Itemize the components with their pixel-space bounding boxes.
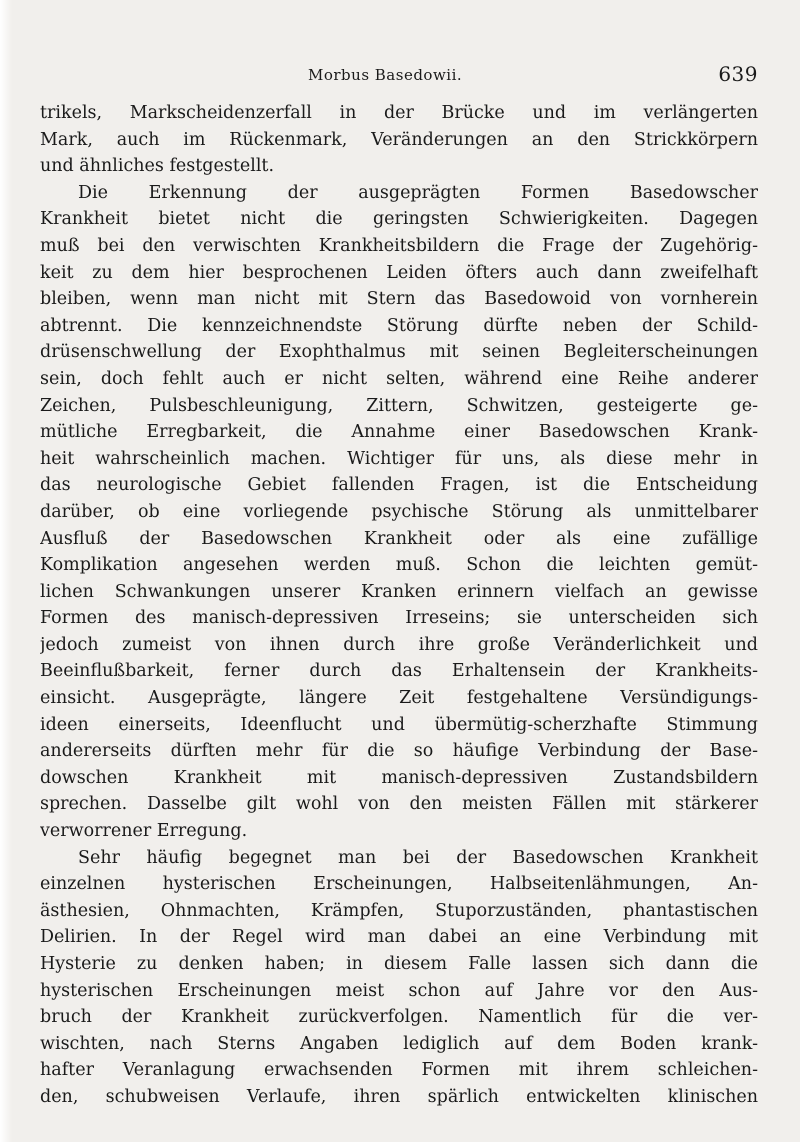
text-line: dowschen Krankheit mit manisch-depressiven Zustandsbildern <box>40 767 758 788</box>
text-line: und ähnliches festgestellt. <box>40 156 275 177</box>
text-line: sein, doch fehlt auch er nicht selten, während eine Reihe anderer <box>40 368 758 389</box>
text-line: hysterischen Erscheinungen meist schon auf Jahre vor den Aus- <box>40 980 758 1001</box>
page-edge-shadow <box>0 0 12 1142</box>
text-line: ästhesien, Ohnmachten, Krämpfen, Stuporzuständen, phantastischen <box>40 900 758 921</box>
text-line: Beeinflußbarkeit, ferner durch das Erhaltensein der Krankheits- <box>40 661 758 682</box>
text-line: einzelnen hysterischen Erscheinungen, Halbseitenlähmungen, An- <box>40 874 758 895</box>
text-line: keit zu dem hier besprochenen Leiden öfters auch dann zweifelhaft <box>40 262 758 283</box>
page-number: 639 <box>718 62 758 86</box>
text-line: Zeichen, Pulsbeschleunigung, Zittern, Schwitzen, gesteigerte ge- <box>40 395 758 416</box>
text-line: trikels, Markscheidenzerfall in der Brücke und im verlängerten <box>40 103 758 123</box>
running-head: Morbus Basedowii. <box>308 66 463 84</box>
text-line: das neurologische Gebiet fallenden Fragen, ist die Entscheidung <box>40 475 758 496</box>
text-line: Die Erkennung der ausgeprägten Formen Basedowscher <box>78 182 758 203</box>
text-line: heit wahrscheinlich machen. Wichtiger für uns, als diese mehr in <box>40 448 758 469</box>
text-line: hafter Veranlagung erwachsenden Formen mit ihrem schleichen- <box>40 1060 758 1081</box>
text-line: den, schubweisen Verlaufe, ihren spärlich entwickelten klinischen <box>40 1086 758 1107</box>
text-line: darüber, ob eine vorliegende psychische Störung als unmittelbarer <box>40 501 758 522</box>
page-header <box>40 62 758 92</box>
text-line: jedoch zumeist von ihnen durch ihre große Veränderlichkeit und <box>40 634 758 655</box>
body-text <box>40 100 758 1111</box>
text-line: mütliche Erregbarkeit, die Annahme einer Basedowschen Krank- <box>40 422 758 443</box>
paragraph-hysteria <box>40 845 758 1111</box>
text-line: abtrennt. Die kennzeichnendste Störung dürfte neben der Schild- <box>40 315 758 336</box>
text-line: lichen Schwankungen unserer Kranken erinnern vielfach an gewisse <box>40 581 758 602</box>
text-line: sprechen. Dasselbe gilt wohl von den meisten Fällen mit stärkerer <box>40 794 758 815</box>
paragraph-continuation <box>40 100 758 180</box>
text-line: muß bei den verwischten Krankheitsbildern die Frage der Zugehörig- <box>40 235 758 256</box>
text-line: bruch der Krankheit zurückverfolgen. Namentlich für die ver- <box>40 1007 758 1028</box>
text-line: Hysterie zu denken haben; in diesem Falle lassen sich dann die <box>40 954 758 974</box>
text-line: ideen einerseits, Ideenflucht und übermütig-scherzhafte Stimmung <box>40 714 758 735</box>
text-line: Formen des manisch-depressiven Irreseins; sie unterscheiden sich <box>40 608 758 629</box>
text-line: Delirien. In der Regel wird man dabei an eine Verbindung mit <box>40 927 758 948</box>
text-line: Sehr häufig begegnet man bei der Basedowschen Krankheit <box>78 847 758 868</box>
text-line: einsicht. Ausgeprägte, längere Zeit festgehaltene Versündigungs- <box>40 688 758 709</box>
text-line: andererseits dürften mehr für die so häufige Verbindung der Base- <box>40 741 758 762</box>
text-line: wischten, nach Sterns Angaben lediglich auf dem Boden krank- <box>40 1033 758 1054</box>
text-line: Ausfluß der Basedowschen Krankheit oder als eine zufällige <box>40 528 758 549</box>
paragraph-diagnosis <box>40 180 758 845</box>
text-line: verworrener Erregung. <box>40 821 248 842</box>
text-line: Komplikation angesehen werden muß. Schon die leichten gemüt- <box>40 555 758 576</box>
text-line: Mark, auch im Rückenmark, Veränderungen an den Strickkörpern <box>40 129 758 150</box>
text-line: bleiben, wenn man nicht mit Stern das Basedowoid von vornherein <box>40 289 758 310</box>
text-line: Krankheit bietet nicht die geringsten Schwierigkeiten. Dagegen <box>40 209 758 230</box>
text-line: drüsenschwellung der Exophthalmus mit seinen Begleiterscheinungen <box>40 342 758 363</box>
